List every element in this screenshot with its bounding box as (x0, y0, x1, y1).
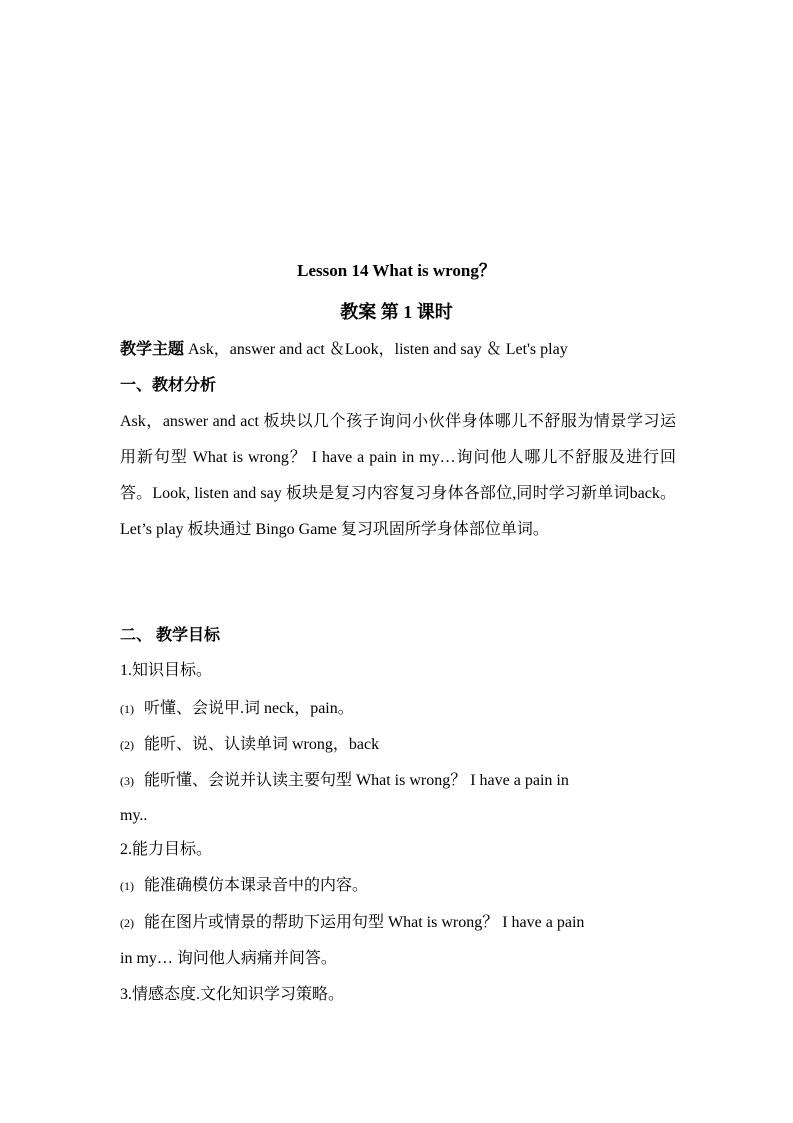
goal-ability-item-2 (120, 913, 584, 933)
item-text: 能听懂、会说并认读主要句型 What is wrong？ I have a pain in (144, 772, 569, 789)
teaching-theme-label: 教学主题 (120, 341, 185, 358)
item-text: 听懂、会说甲.词 neck，pain。 (144, 700, 354, 717)
materials-analysis-paragraph: Ask，answer and act 板块以几个孩子询问小伙伴身体哪儿不舒服为情景学习运用新句型 What is wrong？ I have a pain in my…询问他人哪儿不舒服及进行回答。Look, listen and say 板块是复习内容复习身体各部位,同时学习新单词back。 Let’s play 板块通过 Bingo Game 复习巩固所学身体部位单词。 (120, 413, 676, 538)
goal-knowledge-item-2 (120, 735, 379, 755)
goal-knowledge-item-3-continued: my.. (120, 807, 148, 824)
goal-ability-item-1 (120, 876, 368, 896)
goal-knowledge-item-1 (120, 699, 354, 719)
item-number: (2) (120, 916, 134, 930)
item-number: (3) (120, 774, 134, 788)
teaching-theme-line (120, 340, 568, 360)
item-number: (2) (120, 738, 134, 752)
teaching-theme-text: Ask，answer and act ＆Look，listen and say ＆ Let's play (188, 341, 568, 358)
goal-ability-heading: 2.能力目标。 (120, 841, 213, 858)
item-text: 能听、说、认读单词 wrong，back (144, 736, 380, 753)
item-text: 能在图片或情景的帮助下运用句型 What is wrong？ I have a pain (144, 914, 585, 931)
lesson-subtitle: 教案 第 1 课时 (340, 302, 453, 322)
section-heading-materials: 一、教材分析 (120, 377, 217, 394)
item-number: (1) (120, 879, 134, 893)
goal-attitude-heading: 3.情感态度.文化知识学习策略。 (120, 986, 345, 1003)
item-number: (1) (120, 702, 134, 716)
section-heading-goals: 二、 教学目标 (120, 627, 221, 644)
item-text: 能准确模仿本课录音中的内容。 (144, 877, 369, 894)
lesson-title: Lesson 14 What is wrong？ (297, 261, 496, 280)
goal-knowledge-heading: 1.知识目标。 (120, 662, 213, 679)
goal-ability-item-2-continued: in my… 询问他人病痛并间答。 (120, 950, 337, 967)
goal-knowledge-item-3 (120, 771, 569, 791)
